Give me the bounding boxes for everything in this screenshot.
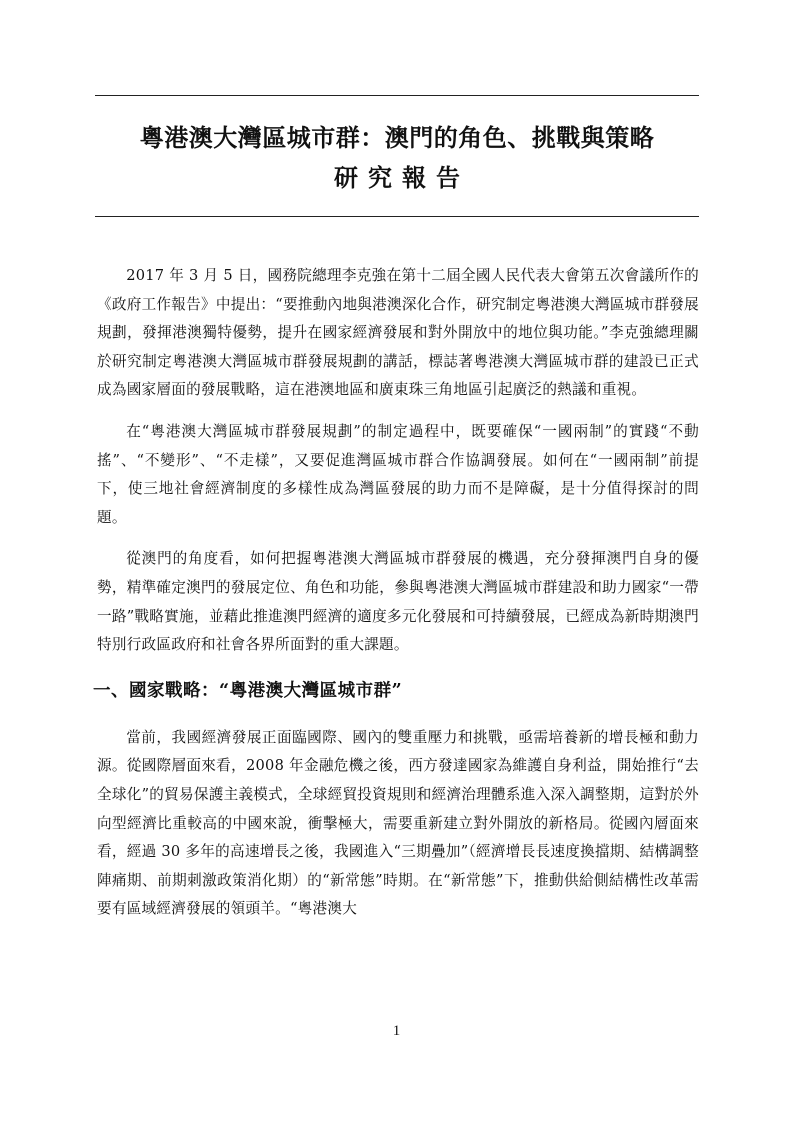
bottom-divider (95, 216, 699, 217)
page-number: 1 (392, 1023, 401, 1039)
paragraph-2: 在“粵港澳大灣區城市群發展規劃”的制定過程中，既要確保“一國兩制”的實踐“不動搖”、“不變形”、“不走樣”，又要促進灣區城市群合作協調發展。如何在“一國兩制”前提下，使三地社會經濟制度的多樣性成為灣區發展的助力而不是障礙，是十分值得探討的問題。 (97, 422, 699, 526)
paragraph-3: 從澳門的角度看，如何把握粵港澳大灣區城市群發展的機遇，充分發揮澳門自身的優勢，精準確定澳門的發展定位、角色和功能，參與粵港澳大灣區城市群建設和助力國家“一帶一路”戰略實施，並藉此推進澳門經濟的適度多元化發展和可持續發展，已經成為新時期澳門特別行政區政府和社會各界所面對的重大課題。 (97, 550, 699, 654)
section-heading: 一、國家戰略：“粵港澳大灣區城市群” (93, 680, 403, 701)
paragraph-1: 2017 年 3 月 5 日，國務院總理李克強在第十二屆全國人民代表大會第五次會議所作的《政府工作報告》中提出：“要推動內地與港澳深化合作，研究制定粵港澳大灣區城市群發展規劃，發揮港澳獨特優勢，提升在國家經濟發展和對外開放中的地位與功能。”李克強總理關於研究制定粵港澳大灣區城市群發展規劃的講話，標誌著粵港澳大灣區城市群的建設已正式成為國家層面的發展戰略，這在港澳地區和廣東珠三角地區引起廣泛的熱議和重視。 (97, 267, 699, 399)
document-title: 粵港澳大灣區城市群：澳門的角色、挑戰與策略 (139, 123, 655, 152)
top-divider (95, 95, 699, 96)
section-paragraph: 當前，我國經濟發展正面臨國際、國內的雙重壓力和挑戰，亟需培養新的增長極和動力源。從國際層面來看，2008 年金融危機之後，西方發達國家為維護自身利益，開始推行“去全球化”的貿易保護主義模式，全球經貿投資規則和經濟治理體系進入深入調整期，這對於外向型經濟比重較高的中國來說，衝擊極大，需要重新建立對外開放的新格局。從國內層面來看，經過 30 多年的高速增長之後，我國進入“三期疊加”（經濟增長長速度換擋期、結構調整陣痛期、前期刺激政策消化期）的“新常態”時期。在“新常態”下，推動供給側結構性改革需要有區域經濟發展的領頭羊。“粵港澳大 (97, 728, 699, 918)
document-subtitle: 研究報告 (334, 163, 470, 192)
document-body (93, 262, 699, 937)
